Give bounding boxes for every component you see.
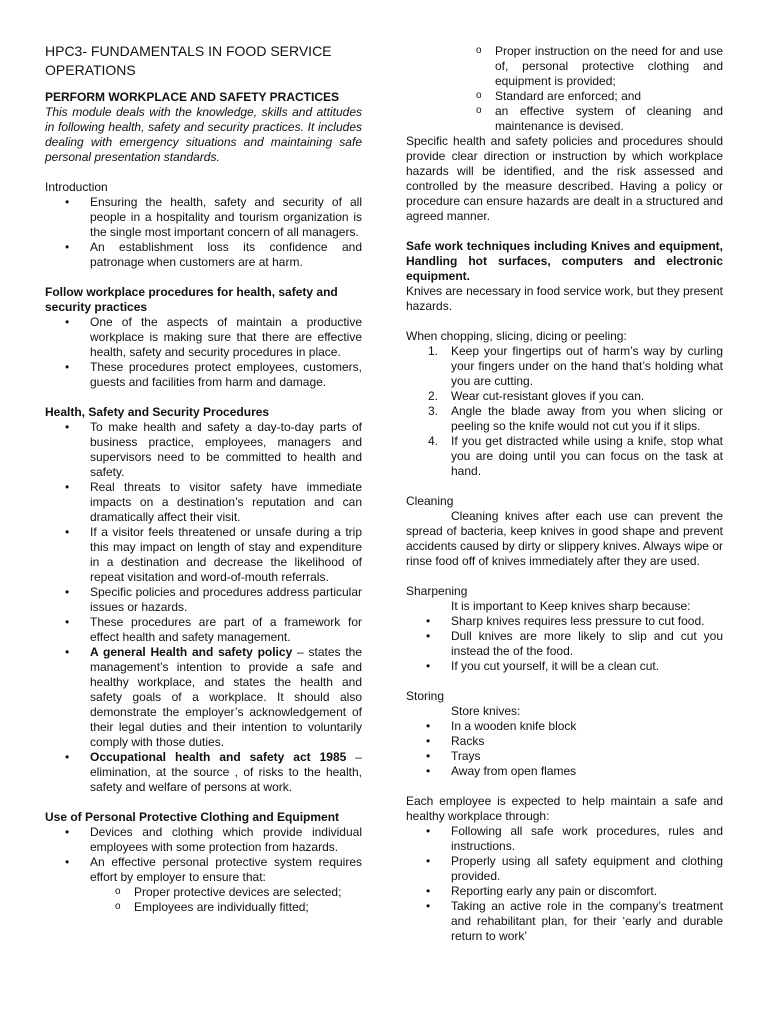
sharpening-label: Sharpening: [406, 584, 468, 598]
policy-lead: A general Health and safety policy: [90, 645, 293, 659]
list-item: • If you cut yourself, it will be a clean cut.: [406, 659, 723, 674]
employee-paragraph: Each employee is expected to help maintain a safe and healthy workplace through:: [406, 794, 723, 823]
left-column: [45, 42, 362, 915]
list-item-policy: [45, 645, 362, 750]
list-item: • Specific policies and procedures address particular issues or hazards.: [45, 585, 362, 615]
hss-list: [45, 420, 362, 795]
document-title: HPC3- FUNDAMENTALS IN FOOD SERVICE OPERATIONS: [45, 43, 332, 78]
ppe-sublist-continued: [406, 44, 723, 134]
module-description: This module deals with the knowledge, skills and attitudes in following health, safety and security practices. It includes dealing with emergency situations and maintaining safe personal presentation standards.: [45, 105, 362, 164]
numbered-item: 2. Wear cut-resistant gloves if you can.: [428, 389, 645, 403]
list-item: • In a wooden knife block: [406, 719, 723, 734]
chopping-label: When chopping, slicing, dicing or peeling:: [406, 329, 627, 343]
list-item: • An establishment loss its confidence and patronage when customers are at harm.: [45, 240, 362, 270]
policy-text: – states the management’s intention to provide a safe and healthy workplace, and states the health and safety goals of a workplace. It should also demonstrate the employer’s acknowledgement of their legal duties and their intention to voluntarily comply with those duties.: [90, 645, 362, 749]
list-item: • Sharp knives requires less pressure to cut food.: [406, 614, 723, 629]
act-lead: Occupational health and safety act 1985: [90, 750, 347, 764]
chopping-steps: [406, 344, 723, 479]
right-column: [406, 44, 723, 944]
list-item-act: [45, 750, 362, 795]
list-item: • Trays: [406, 749, 723, 764]
list-item: • Devices and clothing which provide individual employees with some protection from hazards.: [45, 825, 362, 855]
sub-list-item: o Employees are individually fitted;: [45, 900, 362, 915]
list-item: • An effective personal protective system requires effort by employer to ensure that:: [45, 855, 362, 885]
list-item: • These procedures protect employees, customers, guests and facilities from harm and damage.: [45, 360, 362, 390]
section-heading-ppe: Use of Personal Protective Clothing and Equipment: [45, 810, 340, 824]
sharpening-intro: It is important to Keep knives sharp because:: [451, 599, 691, 613]
policies-paragraph: Specific health and safety policies and procedures should provide clear direction or instruction by which workplace hazards will be identified, and the risk assessed and controlled by the measure described. Having a policy or procedure can ensure hazards are dealt in a structured and agreed manner.: [406, 134, 723, 223]
ppe-sublist: [45, 885, 362, 915]
list-item: • If a visitor feels threatened or unsafe during a trip this may impact on length of stay and expenditure in a destination and decrease the likelihood of repeat visitation and word-of-mouth referrals.: [45, 525, 362, 585]
section-heading-hss: Health, Safety and Security Procedures: [45, 405, 270, 419]
sub-list-item: o an effective system of cleaning and maintenance is devised.: [406, 104, 723, 134]
section-heading-perform: PERFORM WORKPLACE AND SAFETY PRACTICES: [45, 90, 340, 104]
numbered-item: 3. Angle the blade away from you when slicing or peeling so the knife would not cut you if it slips.: [428, 404, 723, 433]
sub-list-item: o Proper instruction on the need for and use of, personal protective clothing and equipment is provided;: [406, 44, 723, 89]
sub-list-item: o Standard are enforced; and: [406, 89, 723, 104]
list-item: • Ensuring the health, safety and security of all people in a hospitality and tourism organization is the single most important concern of all managers.: [45, 195, 362, 240]
cleaning-paragraph: Cleaning knives after each use can prevent the spread of bacteria, keep knives in good shape and prevent accidents caused by dirty or slippery knives. Always wipe or rinse food off of knives immediately after they are used.: [406, 509, 723, 568]
list-item: • One of the aspects of maintain a productive workplace is making sure that there are effective health, safety and security procedures in place.: [45, 315, 362, 360]
knives-paragraph: Knives are necessary in food service work, but they present hazards.: [406, 284, 723, 313]
sharpening-list: [406, 614, 723, 674]
cleaning-label: Cleaning: [406, 494, 454, 508]
section-heading-safe-work: Safe work techniques including Knives and equipment, Handling hot surfaces, computers and electronic equipment.: [406, 239, 723, 283]
employee-list: [406, 824, 723, 944]
list-item: • Real threats to visitor safety have immediate impacts on a destination’s reputation and can dramatically affect their visit.: [45, 480, 362, 525]
act-text: – elimination, at the source , of risks to the health, safety and welfare of persons at work.: [90, 750, 362, 794]
list-item: • These procedures are part of a framework for effect health and safety management.: [45, 615, 362, 645]
list-item: • Reporting early any pain or discomfort.: [406, 884, 723, 899]
numbered-item: 4. If you get distracted while using a knife, stop what you are doing until you can focus on the task at hand.: [428, 434, 723, 478]
list-item: • Taking an active role in the company’s treatment and rehabilitant plan, for their ‘early and durable return to work’: [406, 899, 723, 944]
list-item: • Away from open flames: [406, 764, 723, 779]
list-item: • Dull knives are more likely to slip and cut you instead the of the food.: [406, 629, 723, 659]
list-item: • To make health and safety a day-to-day parts of business practice, employees, managers and supervisors need to be committed to health and safety.: [45, 420, 362, 480]
storing-intro: Store knives:: [451, 704, 521, 718]
storing-label: Storing: [406, 689, 445, 703]
list-item: • Following all safe work procedures, rules and instructions.: [406, 824, 723, 854]
ppe-list: [45, 825, 362, 885]
list-item: • Racks: [406, 734, 723, 749]
follow-list: [45, 315, 362, 390]
section-heading-follow: Follow workplace procedures for health, safety and security practices: [45, 285, 338, 314]
numbered-item: 1. Keep your fingertips out of harm’s way by curling your fingers under on the hand that’s holding what you are cutting.: [428, 344, 723, 388]
sub-list-item: o Proper protective devices are selected;: [45, 885, 362, 900]
list-item: • Properly using all safety equipment and clothing provided.: [406, 854, 723, 884]
introduction-label: Introduction: [45, 180, 108, 194]
storing-list: [406, 719, 723, 779]
introduction-list: [45, 195, 362, 270]
